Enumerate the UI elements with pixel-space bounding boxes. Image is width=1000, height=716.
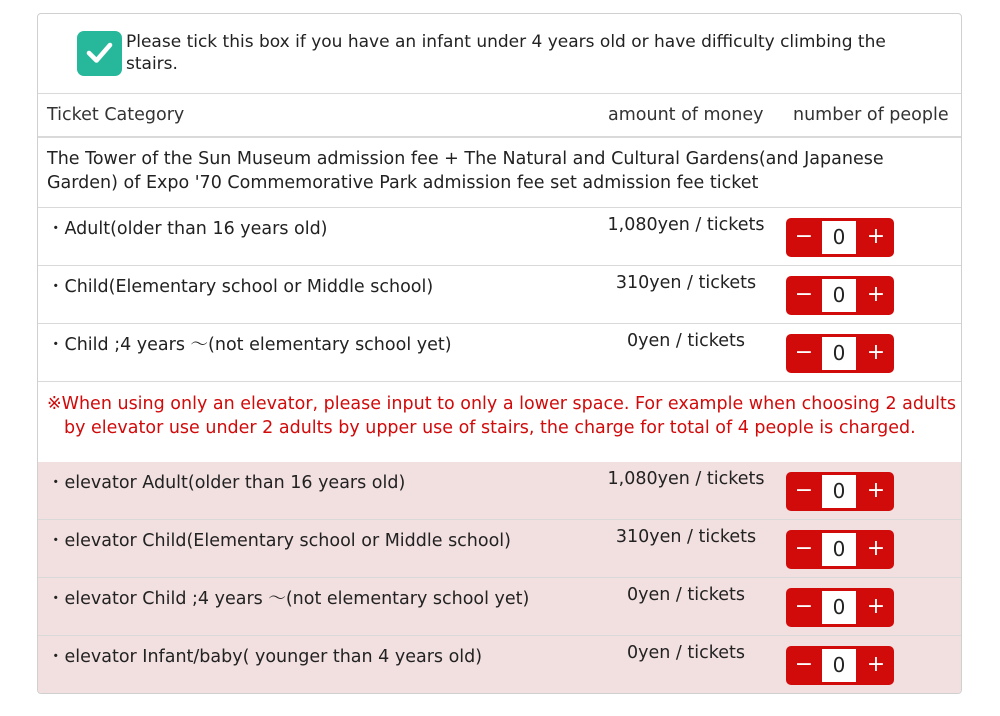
quantity-stepper [786, 588, 894, 627]
ticket-name: ・elevator Child(Elementary school or Middle school) [47, 531, 511, 551]
ticket-price: 1,080yen / tickets [607, 215, 765, 235]
quantity-stepper [786, 530, 894, 569]
elevator-notice-line2: by elevator use under 2 adults by upper use of stairs, the charge for total of 4 people is charged. [64, 418, 916, 438]
ticket-row-elevator-child [38, 520, 961, 578]
quantity-input[interactable] [822, 221, 856, 254]
quantity-input[interactable] [822, 649, 856, 682]
plus-button[interactable]: + [866, 594, 886, 619]
ticket-row-elevator-child-4yrs [38, 578, 961, 636]
ticket-row-child [38, 266, 961, 324]
table-header [38, 94, 961, 138]
ticket-name: ・Child(Elementary school or Middle school) [47, 277, 434, 297]
header-ticket-category: Ticket Category [47, 105, 185, 125]
quantity-stepper [786, 472, 894, 511]
quantity-stepper [786, 218, 894, 257]
quantity-input[interactable] [822, 279, 856, 312]
plus-button[interactable]: + [866, 340, 886, 365]
quantity-input[interactable] [822, 475, 856, 508]
ticket-price: 0yen / tickets [627, 585, 745, 605]
plus-button[interactable]: + [866, 224, 886, 249]
ticket-name: ・Adult(older than 16 years old) [47, 219, 328, 239]
plus-button[interactable]: + [866, 282, 886, 307]
minus-button[interactable]: − [794, 282, 814, 307]
minus-button[interactable]: − [794, 652, 814, 677]
minus-button[interactable]: − [794, 478, 814, 503]
plus-button[interactable]: + [866, 478, 886, 503]
minus-button[interactable]: − [794, 536, 814, 561]
ticket-row-elevator-infant [38, 636, 961, 694]
quantity-stepper [786, 334, 894, 373]
minus-button[interactable]: − [794, 340, 814, 365]
ticket-price: 310yen / tickets [615, 527, 757, 547]
ticket-name: ・Child ;4 years ～(not elementary school yet) [47, 335, 452, 355]
quantity-stepper [786, 646, 894, 685]
minus-button[interactable]: − [794, 224, 814, 249]
checkmark-icon [86, 41, 113, 65]
elevator-notice-row [38, 382, 961, 462]
quantity-input[interactable] [822, 591, 856, 624]
ticket-row-child-4yrs [38, 324, 961, 382]
ticket-name: ・elevator Child ;4 years ～(not elementary school yet) [47, 589, 530, 609]
ticket-panel [37, 13, 962, 694]
plus-button[interactable]: + [866, 536, 886, 561]
infant-checkbox-row [38, 14, 961, 94]
ticket-row-elevator-adult [38, 462, 961, 520]
ticket-price: 1,080yen / tickets [607, 469, 765, 489]
ticket-price: 310yen / tickets [615, 273, 757, 293]
ticket-name: ・elevator Infant/baby( younger than 4 years old) [47, 647, 483, 667]
quantity-input[interactable] [822, 337, 856, 370]
header-number-of-people: number of people [793, 105, 949, 125]
ticket-row-adult [38, 208, 961, 266]
ticket-set-title-row [38, 138, 961, 208]
minus-button[interactable]: − [794, 594, 814, 619]
quantity-stepper [786, 276, 894, 315]
elevator-notice [47, 392, 957, 440]
plus-button[interactable]: + [866, 652, 886, 677]
header-amount: amount of money [608, 105, 764, 125]
ticket-price: 0yen / tickets [627, 643, 745, 663]
infant-checkbox[interactable] [77, 31, 122, 76]
quantity-input[interactable] [822, 533, 856, 566]
ticket-name: ・elevator Adult(older than 16 years old) [47, 473, 406, 493]
infant-checkbox-label[interactable]: Please tick this box if you have an infant under 4 years old or have difficulty climbing the stairs. [126, 32, 886, 74]
elevator-notice-line1: ※When using only an elevator, please input to only a lower space. For example when choosing 2 adults [47, 394, 956, 414]
ticket-set-title: The Tower of the Sun Museum admission fee + The Natural and Cultural Gardens(and Japanese Garden) of Expo '70 Commemorative Park admission fee set admission fee ticket [47, 149, 884, 193]
ticket-price: 0yen / tickets [627, 331, 745, 351]
